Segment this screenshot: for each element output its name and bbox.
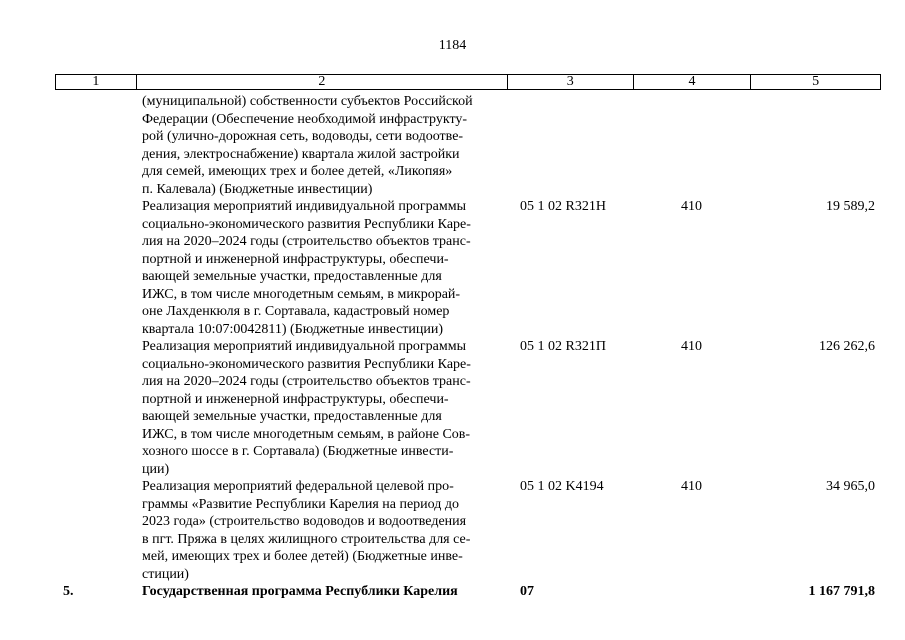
row-code: 05 1 02 R321П [520, 339, 606, 354]
description-line: ИЖС, в том числе многодетным семьям, в микрорай- [142, 286, 461, 302]
row-description [55, 478, 508, 583]
row-expense-type: 410 [681, 199, 702, 214]
description-line: Реализация мероприятий индивидуальной программы [142, 339, 466, 354]
description-line: для семей, имеющих трех и более детей, «Ликопяя» [142, 164, 453, 179]
row-amount: 19 589,2 [826, 199, 875, 214]
description-line: 2023 года» (строительство водоводов и водоотведения [142, 514, 467, 529]
row-description [55, 338, 508, 478]
row-description [55, 583, 508, 601]
page-number: 1184 [438, 38, 467, 53]
row-amount [752, 93, 881, 198]
description-line: (муниципальной) собственности субъектов Российской [142, 94, 473, 109]
description-line: хозного шоссе в г. Сортавала) (Бюджетные инвести- [142, 444, 454, 459]
row-code: 05 1 02 K4194 [520, 479, 604, 494]
row-code: 07 [520, 584, 534, 599]
table-row [55, 198, 881, 338]
row-code: 05 1 02 R321Н [520, 199, 606, 214]
row-number: 5. [63, 584, 74, 599]
header-col-5: 5 [812, 74, 820, 89]
description-line: в пгт. Пряжа в целях жилищного строительства для се- [142, 531, 471, 547]
description-line: Государственная программа Республики Карелия [142, 584, 458, 599]
table-row [55, 583, 881, 601]
header-col-3: 3 [508, 75, 634, 89]
description-line: портной и инженерной инфраструктуры, обеспечи- [142, 251, 449, 267]
row-expense-type: 410 [681, 339, 702, 354]
table-header [55, 74, 881, 90]
description-line: портной и инженерной инфраструктуры, обеспечи- [142, 391, 449, 407]
row-expense-type: 410 [681, 479, 702, 494]
description-line: ции) [142, 461, 170, 477]
table-body [55, 93, 881, 601]
row-description [55, 93, 508, 198]
description-line: п. Калевала) (Бюджетные инвестиции) [142, 181, 373, 197]
description-line: квартала 10:07:0042811) (Бюджетные инвестиции) [142, 321, 444, 337]
header-col-2: 2 [137, 75, 508, 89]
header-col-1: 1 [56, 75, 137, 89]
description-line: граммы «Развитие Республики Карелия на период до [142, 496, 460, 512]
table-row [55, 93, 881, 198]
description-line: Федерации (Обеспечение необходимой инфраструкту- [142, 111, 468, 127]
header-col-4: 4 [634, 75, 752, 89]
row-amount: 34 965,0 [826, 479, 875, 494]
row-amount: 126 262,6 [819, 339, 875, 354]
description-line: оне Лахденкюля в г. Сортавала, кадастровый номер [142, 304, 450, 319]
row-description [55, 198, 508, 338]
description-line: дения, электроснабжение) квартала жилой застройки [142, 146, 460, 162]
description-line: ИЖС, в том числе многодетным семьям, в районе Сов- [142, 426, 471, 442]
description-line: Реализация мероприятий индивидуальной программы [142, 199, 466, 214]
description-line: лия на 2020–2024 годы (строительство объектов транс- [142, 234, 471, 249]
description-line: лия на 2020–2024 годы (строительство объектов транс- [142, 374, 471, 389]
description-line: мей, имеющих трех и более детей) (Бюджетные инве- [142, 549, 463, 564]
description-line: рой (улично-дорожная сеть, водоводы, сети водоотве- [142, 129, 464, 144]
description-line: социально-экономического развития Республики Каре- [142, 356, 471, 372]
row-amount: 1 167 791,8 [808, 584, 875, 599]
description-line: вающей земельные участки, предоставленные для [142, 269, 442, 284]
table-row [55, 478, 881, 583]
row-expense-type [634, 583, 752, 601]
row-code [508, 93, 634, 198]
row-expense-type [634, 93, 752, 198]
description-line: Реализация мероприятий федеральной целевой про- [142, 479, 454, 494]
description-line: вающей земельные участки, предоставленные для [142, 409, 442, 424]
table-row [55, 338, 881, 478]
description-line: стиции) [142, 566, 189, 582]
description-line: социально-экономического развития Республики Каре- [142, 216, 471, 232]
